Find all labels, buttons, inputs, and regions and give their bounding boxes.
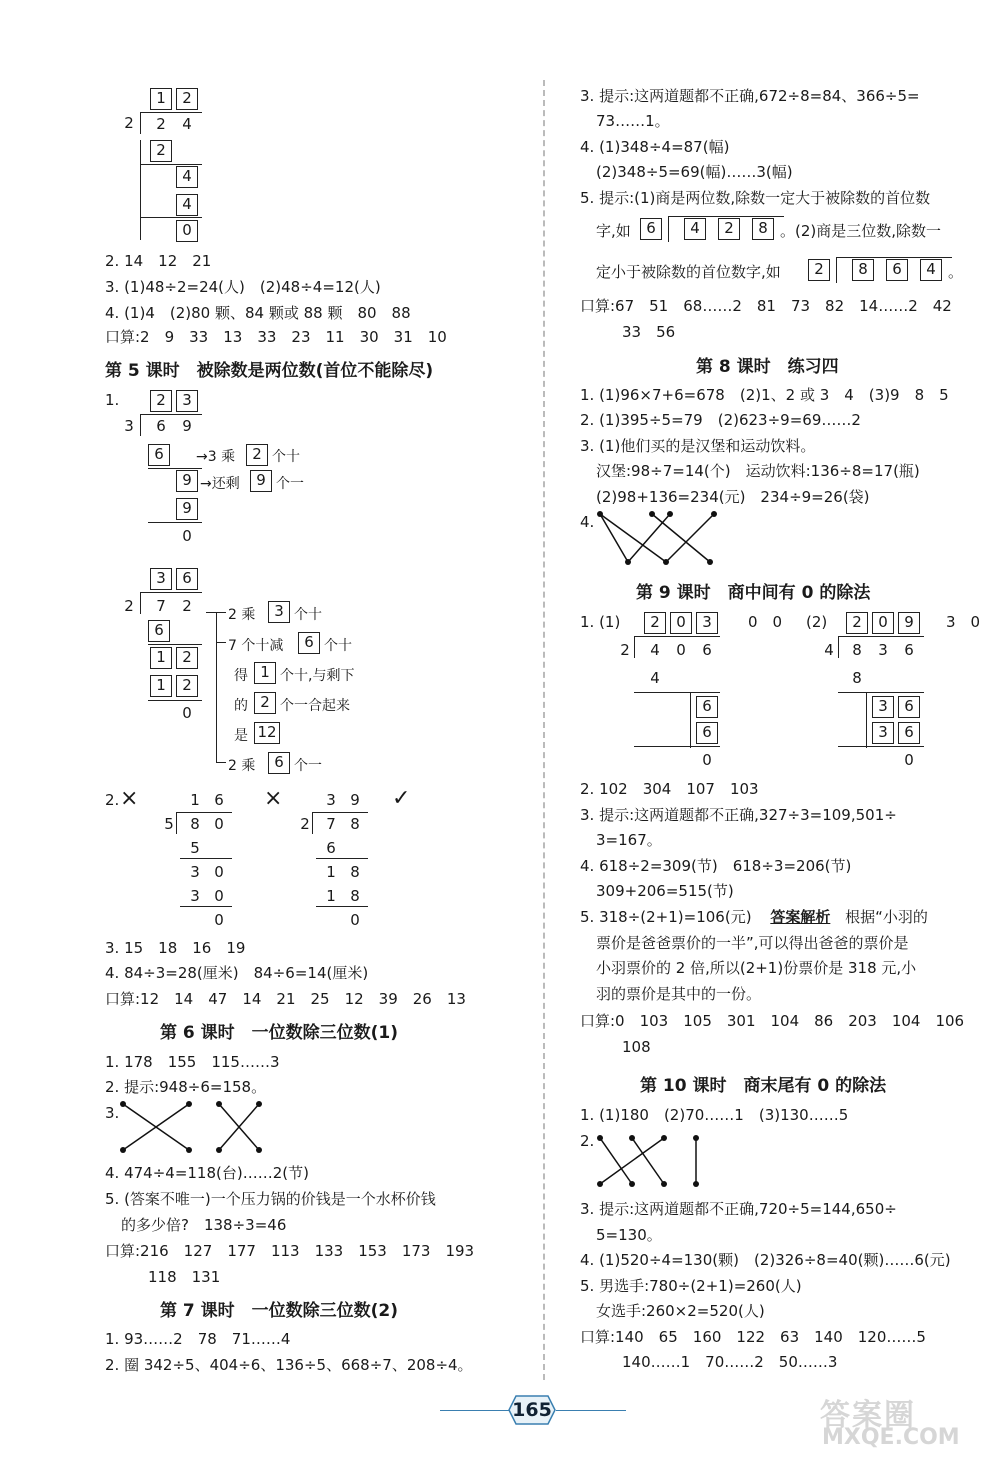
- cross-mark: ×: [264, 786, 283, 811]
- mental-math-line: 108: [622, 1038, 651, 1056]
- answer-line: 5=130。: [596, 1226, 662, 1244]
- page-number-decoration: [556, 1410, 626, 1411]
- watermark-logo: 答案圈: [820, 1398, 916, 1433]
- answer-line: 。: [948, 263, 964, 281]
- watermark-url: MXQE.COM: [822, 1425, 960, 1450]
- answer-line: 3. 提示:这两道题都不正确,720÷5=144,650÷: [580, 1200, 897, 1218]
- mental-math-line: 口算:12 14 47 14 21 25 12 39 26 13: [105, 990, 466, 1008]
- answer-line: 3. 提示:这两道题都不正确,327÷3=109,501÷: [580, 806, 897, 824]
- answer-page: 1 2 2 2 4 2 4 4 0 2. 14 12 21 3. (1)48÷2=24(人) (2)48÷4=12(人) 4. (1)4 (2)80 颗、84 颗或 88 颗 80 88 口算:2 9 33 13 33 23 11 30 31 10 第 5 课时 被除数是两位数(首位不能除尽) 1. 2 3 3 6 9 6 9 9 0 →3 乘 2 个十 →还剩 9 个一 3 6 2 7 2 6 1 2 1 2 0 2 乘 3 个十 7 个十减 6 个十 得 1 个十,与剩下 的 2 个一合起来 是 12 2 乘 6 个一 2. × × ✓ 1 6 5 8 0 5 3 0 3 0 0 3 9 2 7 8 6 1 8 1 8 0 3. 15 18 16 19 4. 84÷3=28(厘米) 84÷6=14(厘米) 口算:12 14 47 14 21 25 12 39 26 13 第 6 课时 一位数除三位数(1) 1. 178 155 115……3 2. 提示:948÷6=158。 3. 4. 474÷4=118(台)……2(节) 5. (答案不唯一)一个压力锅的价钱是一个水杯价钱 的多少倍? 138÷3=46 口算:216 127 177 113 133 153 173 193 118 131 第 7 课时 一位数除三位数(2) 1. 93……2 78 71……4 2. 圈 342÷5、404÷6、136÷5、668÷7、208÷4。 3. 提示:这两道题都不正确,672÷8=84、366÷5= 73……1。 4. (1)348÷4=87(幅) (2)348÷5=69(幅)……3(幅) 5. 提示:(1)商是两位数,除数一定大于被除数的首位数 字,如 6 4 2 8 。(2)商是三位数,除数一 定小于被除数的首位数字,如 2 8 6 4 。 口算:67 51 68……2 81 73 82 14……2 42 33 56 第 8 课时 练习四 1. (1)96×7+6=678 (2)1、2 或 3 4 (3)9 8 5 2. (1)395÷5=79 (2)623÷9=69……2 3. (1)他们买的是汉堡和运动饮料。 汉堡:98÷7=14(个) 运动饮料:136÷8=17(瓶) (2)98+136=234(元) 234÷9=26(袋) 4. 第 9 课时 商中间有 0 的除法 1. (1) 2 0 3 2 4 0 6 4 6 6 0 0 0 (2) 2 0 9 4 8 3 6 8 3 6 3 6 0 3 0 2. 102 304 107 103 3. 提示:这两道题都不正确,327÷3=109,501÷ 3=167。 4. 618÷2=309(节) 618÷3=206(节) 309+206=515(节) 5. 318÷(2+1)=106(元) 答案解析 根据“小羽的 票价是爸爸票价的一半”,可以得出爸爸的票价是 小羽票价的 2 倍,所以(2+1)份票价是 318 元,小 羽的票价是其中的一份。 口算:0 103 105 301 104 86 203 104 106 108 第 10 课时 商末尾有 0 的除法 1. (1)180 (2)70……1 (3)130……5 2. 3. 提示:这两道题都不正确,720÷5=144,650÷ 5=130。 4. (1)520÷4=130(颗) (2)326÷8=40(颗)……6(元) 5. 男选手:780÷(2+1)=260(人) 女选手:260×2=520(人) 口算:140 65 160 122 63 140 120……5 140……1 70……2 50……3 165 答案圈 MXQE.COM: [0, 0, 1000, 1462]
- answer-line: 。(2)商是三位数,除数一: [780, 222, 942, 240]
- answer-line: 5. 男选手:780÷(2+1)=260(人): [580, 1277, 802, 1295]
- answer-line: 3. (1)他们买的是汉堡和运动饮料。: [580, 437, 816, 455]
- answer-line: 1. 93……2 78 71……4: [105, 1330, 291, 1348]
- answer-line: 3. (1)48÷2=24(人) (2)48÷4=12(人): [105, 278, 381, 296]
- answer-line: 羽的票价是其中的一份。: [596, 985, 762, 1003]
- answer-line: 4. (1)520÷4=130(颗) (2)326÷8=40(颗)……6(元): [580, 1251, 951, 1269]
- answer-line: (2)98+136=234(元) 234÷9=26(袋): [596, 488, 870, 506]
- mental-math-line: 33 56: [622, 323, 676, 341]
- answer-line: 字,如: [596, 222, 631, 240]
- lesson-title: 第 9 课时 商中间有 0 的除法: [636, 583, 871, 603]
- matching-diagram: [592, 508, 732, 568]
- matching-diagram: [592, 1132, 712, 1192]
- answer-line: 1. 178 155 115……3: [105, 1053, 280, 1071]
- answer-line: 票价是爸爸票价的一半”,可以得出爸爸的票价是: [596, 934, 909, 952]
- answer-line: 2. 提示:948÷6=158。: [105, 1078, 267, 1096]
- digit-box: 0: [176, 220, 198, 242]
- lesson-title: 第 7 课时 一位数除三位数(2): [160, 1301, 399, 1321]
- mental-math-line: 口算:67 51 68……2 81 73 82 14……2 42: [580, 297, 952, 315]
- answer-line: 的多少倍? 138÷3=46: [121, 1216, 287, 1234]
- answer-line: 2. 圈 342÷5、404÷6、136÷5、668÷7、208÷4。: [105, 1356, 473, 1374]
- question-number: 1.: [105, 391, 120, 409]
- question-number: 3.: [105, 1104, 120, 1122]
- answer-line: 2. (1)395÷5=79 (2)623÷9=69……2: [580, 411, 861, 429]
- column-divider: [543, 80, 545, 1380]
- question-number: 2.: [580, 1132, 595, 1150]
- answer-line: 4. 84÷3=28(厘米) 84÷6=14(厘米): [105, 964, 369, 982]
- answer-line: 1. (1)180 (2)70……1 (3)130……5: [580, 1106, 849, 1124]
- answer-line: 2. 14 12 21: [105, 252, 212, 270]
- answer-line: 0 0: [748, 613, 783, 631]
- lesson-title: 第 5 课时 被除数是两位数(首位不能除尽): [105, 361, 434, 381]
- answer-line: 3. 提示:这两道题都不正确,672÷8=84、366÷5=: [580, 87, 920, 105]
- answer-line: 3. 15 18 16 19: [105, 939, 246, 957]
- digit-box: 2: [176, 88, 198, 110]
- answer-line: 小羽票价的 2 倍,所以(2+1)份票价是 318 元,小: [596, 959, 917, 977]
- mental-math-line: 口算:0 103 105 301 104 86 203 104 106: [580, 1012, 965, 1030]
- answer-line: 4. (1)348÷4=87(幅): [580, 138, 730, 156]
- digit-box: 1: [150, 88, 172, 110]
- lesson-title: 第 8 课时 练习四: [696, 357, 839, 377]
- answer-line: 73……1。: [596, 112, 670, 130]
- answer-line: 5. 318÷(2+1)=106(元) 答案解析 根据“小羽的: [580, 908, 928, 926]
- question-number: 2.: [105, 791, 120, 809]
- lesson-title: 第 10 课时 商末尾有 0 的除法: [640, 1076, 887, 1096]
- matching-diagram: [115, 1098, 275, 1158]
- page-number: 165: [512, 1399, 552, 1421]
- mental-math-line: 140……1 70……2 50……3: [622, 1353, 838, 1371]
- digit-box: 4: [176, 194, 198, 216]
- digit-box: 4: [176, 166, 198, 188]
- answer-line: 5. (答案不唯一)一个压力锅的价钱是一个水杯价钱: [105, 1190, 436, 1208]
- answer-line: 5. 提示:(1)商是两位数,除数一定大于被除数的首位数: [580, 189, 931, 207]
- answer-line: 4. (1)4 (2)80 颗、84 颗或 88 颗 80 88: [105, 304, 411, 322]
- answer-line: 2. 102 304 107 103: [580, 780, 759, 798]
- answer-line: 1. (1)96×7+6=678 (2)1、2 或 3 4 (3)9 8 5: [580, 386, 949, 404]
- mental-math-line: 口算:216 127 177 113 133 153 173 193: [105, 1242, 475, 1260]
- digit-box: 2: [150, 140, 172, 162]
- answer-line: (2): [806, 613, 828, 631]
- answer-line: 3=167。: [596, 831, 662, 849]
- answer-line: 定小于被除数的首位数字,如: [596, 263, 781, 281]
- check-mark: ✓: [392, 786, 411, 811]
- answer-line: 汉堡:98÷7=14(个) 运动饮料:136÷8=17(瓶): [596, 462, 920, 480]
- answer-line: 1. (1): [580, 613, 621, 631]
- answer-line: 309+206=515(节): [596, 882, 734, 900]
- question-number: 4.: [580, 513, 595, 531]
- answer-line: 3 0: [946, 613, 981, 631]
- lesson-title: 第 6 课时 一位数除三位数(1): [160, 1023, 399, 1043]
- mental-math-line: 口算:140 65 160 122 63 140 120……5: [580, 1328, 926, 1346]
- answer-line: 4. 618÷2=309(节) 618÷3=206(节): [580, 857, 852, 875]
- answer-line: 4. 474÷4=118(台)……2(节): [105, 1164, 309, 1182]
- cross-mark: ×: [120, 786, 139, 811]
- answer-line: (2)348÷5=69(幅)……3(幅): [596, 163, 793, 181]
- page-number-decoration: [440, 1410, 510, 1411]
- mental-math-line: 口算:2 9 33 13 33 23 11 30 31 10: [105, 328, 447, 346]
- answer-line: 女选手:260×2=520(人): [596, 1302, 765, 1320]
- mental-math-line: 118 131: [148, 1268, 221, 1286]
